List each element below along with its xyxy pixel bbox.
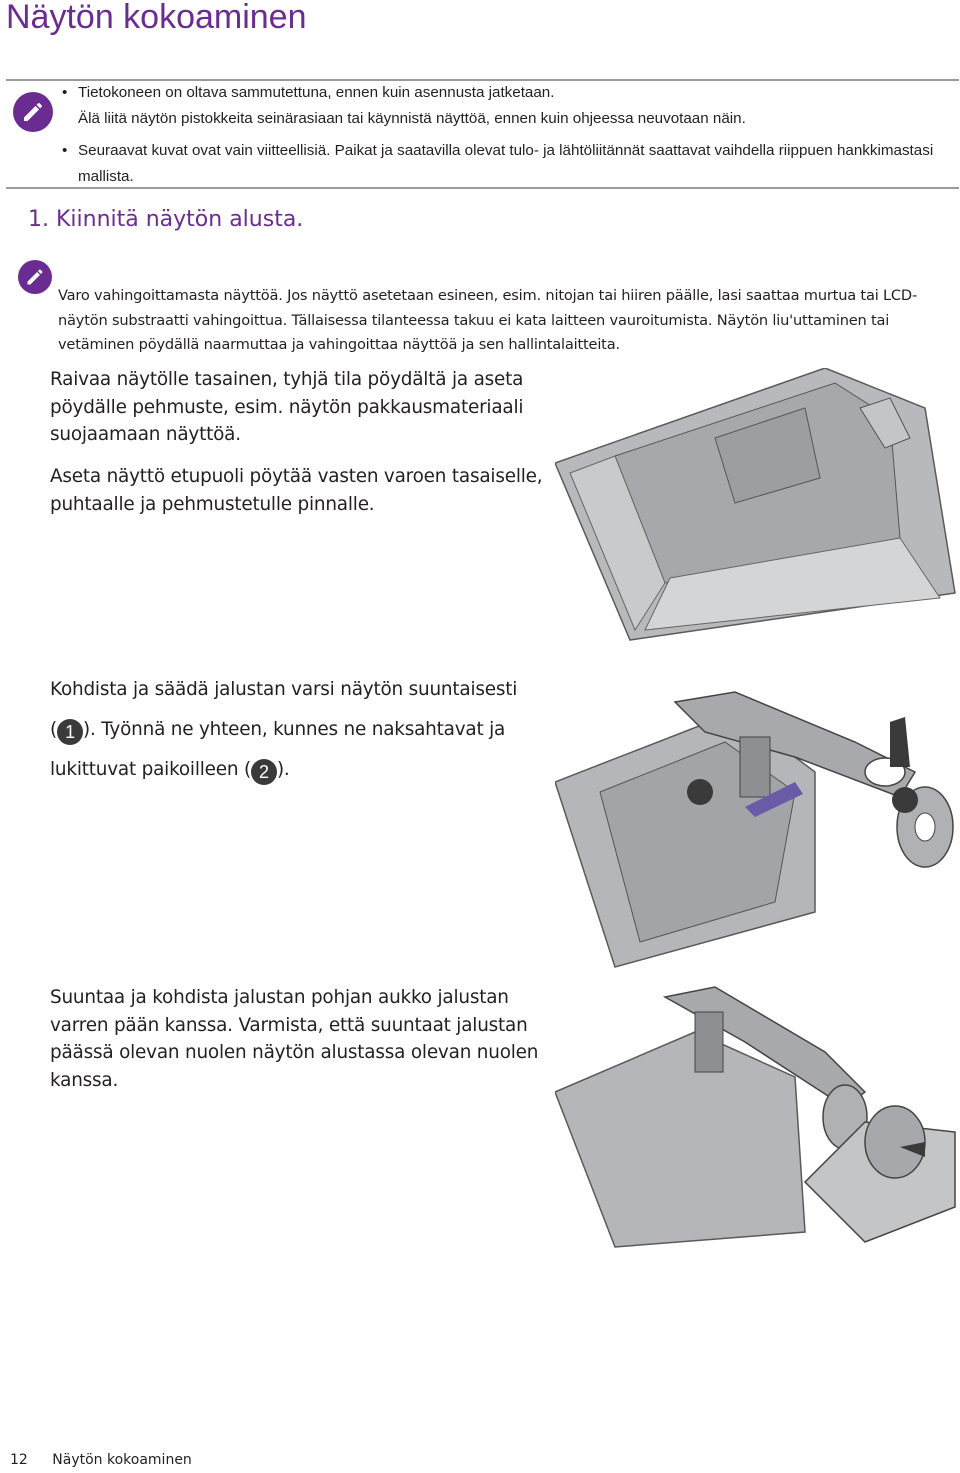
note-bullet: • Seuraavat kuvat ovat vain viitteellisiä. Paikat ja saatavilla olevat tulo- ja lähtöliitännät saattavat vaihdella riippuen hankkimastasi mallista. xyxy=(62,138,952,190)
footer xyxy=(10,1452,212,1468)
stand-arm-illustration xyxy=(555,672,960,972)
instruction-text: Aseta näyttö etupuoli pöytää vasten varoen tasaiselle, puhtaalle ja pehmustetulle pinnalle. xyxy=(50,466,543,515)
instruction-text: Raivaa näytölle tasainen, tyhjä tila pöydältä ja aseta pöydälle pehmuste, esim. näytön pakkausmateriaali suojaamaan näyttöä. xyxy=(50,369,524,445)
page-title: Näytön kokoaminen xyxy=(6,0,307,36)
note-bullet: • Tietokoneen on oltava sammutettuna, ennen kuin asennusta jatketaan. Älä liitä näytön pistokkeita seinärasiaan tai käynnistä näyttöä, ennen kuin ohjeessa neuvotaan näin. xyxy=(62,80,952,132)
pencil-icon xyxy=(18,260,52,294)
stand-base-illustration xyxy=(555,982,960,1252)
step-heading: 1. Kiinnitä näytön alusta. xyxy=(28,207,304,232)
step-badge-1: 1 xyxy=(57,719,83,745)
instruction-text: Kohdista ja säädä jalustan varsi näytön suuntaisesti ( 1 ). Työnnä ne yhteen, kunnes ne naksahtavat ja lukittuvat paikoilleen ( 2 ). xyxy=(50,670,570,790)
pencil-icon xyxy=(13,92,53,132)
instruction-text: Suuntaa ja kohdista jalustan pohjan aukko jalustan varren pään kanssa. Varmista, että suuntaat jalustan päässä olevan nuolen näytön alustassa olevan nuolen kanssa. xyxy=(50,987,539,1091)
note-bullets xyxy=(62,80,952,190)
footer-title: Näytön kokoaminen xyxy=(52,1452,192,1468)
step-badge-2: 2 xyxy=(251,759,277,785)
page-number: 12 xyxy=(10,1452,28,1468)
monitor-facedown-illustration xyxy=(555,368,960,643)
warning-text: Varo vahingoittamasta näyttöä. Jos näyttö asetetaan esineen, esim. nitojan tai hiiren päälle, lasi saattaa murtua tai LCD-näytön substraatti vahingoittua. Tällaisessa tilanteessa takuu ei kata laitteen vauroitumista. Näytön liu'uttaminen tai vetäminen pöydällä naarmuttaa ja vahingoittaa näyttöä ja sen hallintalaitteita. xyxy=(58,287,918,353)
note-divider xyxy=(6,187,959,189)
